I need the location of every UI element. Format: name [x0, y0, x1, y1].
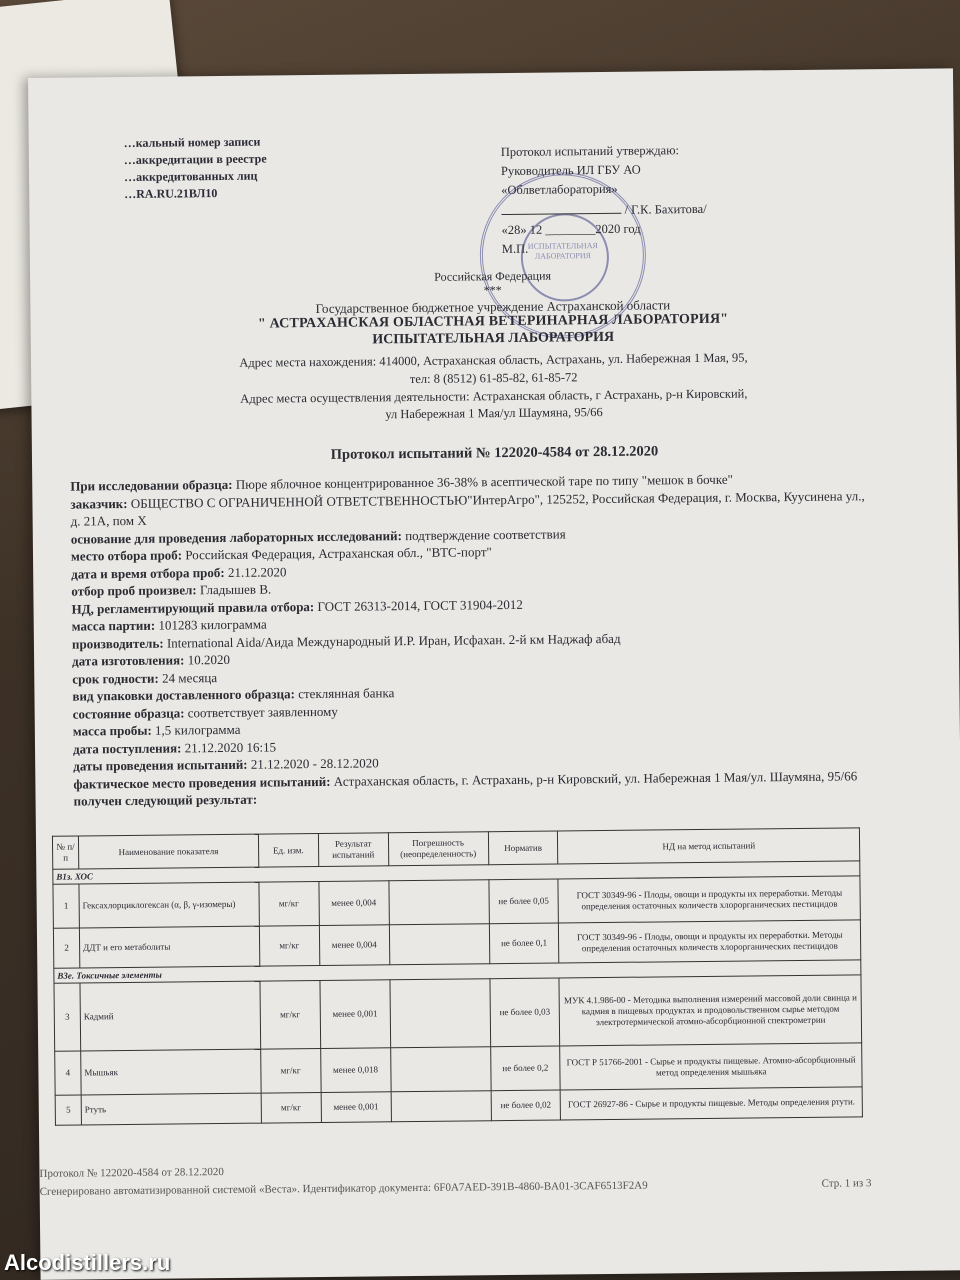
field-row: дата и время отбора проб: 21.12.2020 [71, 563, 287, 582]
signature [501, 199, 621, 215]
field-row: НД, регламентирующий правила отбора: ГОСТ 26313-2014, ГОСТ 31904-2012 [71, 596, 523, 617]
field-row: При исследовании образца: Пюре яблочное концентрированное 36-38% в асептической таре по типу "мешок в бочке" [70, 471, 733, 494]
phone: тел: 8 (8512) 61-85-82, 61-85-72 [409, 370, 578, 387]
table-row: 5 Ртуть мг/кг менее 0,001 не более 0,02 ГОСТ 26927-86 - Сырье и продукты пищевые. Методы определения ртути. [55, 1087, 862, 1125]
field-row: даты проведения испытаний: 21.12.2020 - 28.12.2020 [73, 755, 379, 774]
field-row: масса пробы: 1,5 килограмма [72, 721, 241, 739]
signature-line: / Г.К. Бахитова/ [501, 198, 706, 221]
institution: Государственное бюджетное учреждение Астраханской области [315, 297, 671, 317]
protocol-page [28, 68, 960, 1280]
field-row: производитель: International Aida/Аида Международный И.Р. Иран, Исфахан. 2-й км Наджаф абад [71, 630, 621, 652]
footer-page-number: Стр. 1 из 3 [821, 1177, 872, 1190]
field-row: получен следующий результат: [73, 791, 258, 809]
table-section-row: В1з. ХОС [53, 861, 860, 884]
table-header-row: № п/п Наименование показателя Ед. изм. Результат испытаний Погрешность (неопределенность) Норматив НД на метод испытаний [52, 828, 859, 869]
site-watermark: Alcodistillers.ru [4, 1250, 171, 1275]
accreditation-block: …кальный номер записи …аккредитации в реестре …аккредитованных лиц …RA.RU.21ВЛ10 [123, 134, 267, 201]
approval-block: Протокол испытаний утверждаю: Руководитель ИЛ ГБУ АО «Облветлаборатория» / Г.К. Бахитова/ «28» 12 ________2020 год М.П. [500, 143, 707, 257]
table-row: 4 Мышьяк мг/кг менее 0,018 не более 0,2 ГОСТ Р 51766-2001 - Сырье и продукты пищевые. Атомно-абсорбционный метод определения мышьяка [55, 1043, 862, 1095]
approval-date: «28» 12 ________2020 год [501, 221, 641, 238]
round-seal-stamp: ИСПЫТАТЕЛЬНАЯ ЛАБОРАТОРИЯ [479, 172, 647, 340]
table-row: 1 Гексахлорциклогексан (α, β, γ-изомеры) мг/кг менее 0,004 не более 0,05 ГОСТ 30349-96 - Плоды, овощи и продукты их переработки. Методы определения остаточных количеств хлорорганических пестицидов [53, 876, 860, 928]
field-row: дата поступления: 21.12.2020 16:15 [72, 738, 277, 757]
field-row: состояние образца: соответствует заявленному [72, 703, 338, 722]
lab-name: " АСТРАХАНСКАЯ ОБЛАСТНАЯ ВЕТЕРИНАРНАЯ ЛАБОРАТОРИЯ" [257, 311, 729, 332]
field-row: место отбора проб: Российская Федерация, Астраханская обл., "ВТС-порт" [70, 544, 492, 564]
address-activity-2: ул Набережная 1 Мая/ул Шаумяна, 95/66 [385, 404, 603, 422]
field-row: отбор проб произвел: Гладышев В. [71, 581, 272, 599]
sample-fields [70, 469, 873, 810]
field-row: основание для проведения лабораторных исследований: подтверждение соответствия [70, 525, 566, 547]
field-row: срок годности: 24 месяца [72, 669, 218, 687]
address-location: Адрес места нахождения: 414000, Астраханская область, Астрахань, ул. Набережная 1 Мая, 95, [239, 350, 748, 370]
stars: *** [483, 283, 502, 298]
table-row: 2 ДДТ и его метаболиты мг/кг менее 0,004 не более 0,1 ГОСТ 30349-96 - Плоды, овощи и продукты их переработки. Методы определения остаточных количеств хлорорганических пестицидов [53, 920, 860, 968]
field-row: вид упаковки доставленного образца: стеклянная банка [72, 685, 395, 704]
table-row: 3 Кадмий мг/кг менее 0,001 не более 0,03 МУК 4.1.986-00 - Методика выполнения измерений массовой доли свинца и кадмия в пищевых продуктах и продовольственном сырье методом электротермической атомно-абсорбционной спектрометрии [54, 975, 862, 1051]
address-activity: Адрес места осуществления деятельности: Астраханская область, г Астрахань, р-н Кировский, [240, 386, 748, 406]
protocol-title: Протокол испытаний № 122020-4584 от 28.12.2020 [330, 443, 659, 463]
country: Российская Федерация [434, 268, 552, 284]
lab-type: ИСПЫТАТЕЛЬНАЯ ЛАБОРАТОРИЯ [372, 329, 615, 348]
field-row: дата изготовления: 10.2020 [72, 651, 230, 669]
field-row: масса партии: 101283 килограмма [71, 616, 267, 634]
field-row: заказчик: ОБЩЕСТВО С ОГРАНИЧЕННОЙ ОТВЕТСТВЕННОСТЬЮ"ИнтерАгро", 125252, Российская Федерация, г. Москва, Куусинена ул., д. 21А, пом X [70, 487, 865, 529]
footer-protocol-ref: Протокол № 122020-4584 от 28.12.2020 [39, 1166, 224, 1180]
footer-generated: Сгенерировано автоматизированной системой «Веста». Идентификатор документа: 6F0A7AED-391B-4860-BA01-3CAF6513F2A9 [39, 1179, 648, 1198]
table-section-row: В3е. Токсичные элементы [54, 960, 861, 983]
results-table [52, 827, 863, 1125]
field-row: фактическое место проведения испытаний: Астраханская область, г. Астрахань, р-н Кировский, ул. Набережная 1 Мая/ул. Шаумяна, 95/66 [73, 767, 858, 792]
